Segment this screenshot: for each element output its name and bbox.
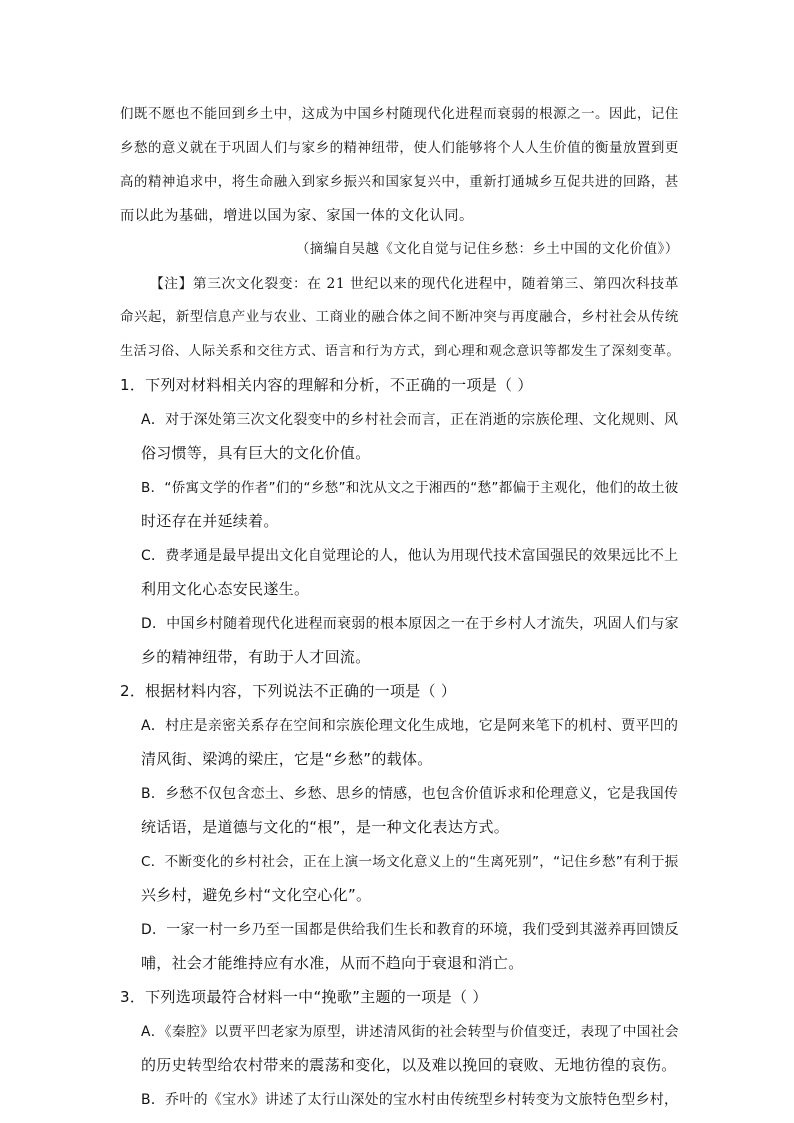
q2-option-c-line-1: C．不断变化的乡村社会，正在上演一场文化意义上的“生离死别”，“记住乡愁”有利于振: [141, 854, 679, 870]
q2-option-d-line-1: D．一家一村一乡乃至一国都是供给我们生长和教育的环境，我们受到其滋养再回馈反: [141, 922, 679, 938]
q2-option-b-line-1: B．乡愁不仅包含恋土、乡愁、思乡的情感，也包含价值诉求和伦理意义，它是我国传: [141, 786, 679, 802]
question-3-stem: 3．下列选项最符合材料一中“挽歌”主题的一项是（ ）: [120, 988, 488, 1006]
q2-option-c-line-2: 兴乡村，避免乡村“文化空心化”。: [141, 886, 372, 904]
q3-option-b-line-1: B．乔叶的《宝水》讲述了太行山深处的宝水村由传统型乡村转变为文旅特色型乡村，: [141, 1092, 679, 1108]
passage-line-2: 乡愁的意义就在于巩固人们与家乡的精神纽带，使人们能够将个人人生价值的衡量放置到更: [120, 141, 679, 156]
q1-option-d-line-1: D．中国乡村随着现代化进程而衰弱的根本原因之一在于乡村人才流失，巩固人们与家: [141, 616, 679, 632]
question-1-stem: 1．下列对材料相关内容的理解和分析，不正确的一项是（ ）: [120, 376, 533, 394]
q2-option-a-line-2: 清风街、梁鸿的梁庄，它是“乡愁”的载体。: [141, 750, 433, 768]
q1-option-a-line-1: A．对于深处第三次文化裂变中的乡村社会而言，正在消逝的宗族伦理、文化规则、风: [141, 412, 679, 428]
note-line-1: 【注】第三次文化裂变：在 21 世纪以来的现代化进程中，随着第三、第四次科技革: [150, 276, 679, 292]
q1-option-c-line-1: C．费孝通是最早提出文化自觉理论的人，他认为用现代技术富国强民的效果远比不上: [141, 548, 679, 564]
note-line-3: 生活习俗、人际关系和交往方式、语言和行为方式，到心理和观念意识等都发生了深刻变革。: [120, 344, 681, 359]
q1-option-c-line-2: 利用文化心态安民遂生。: [141, 580, 310, 598]
q1-option-b-line-1: B．“侨寓文学的作者”们的“乡愁”和沈从文之于湘西的“愁”都偏于主观化，他们的故土彼: [141, 480, 679, 496]
q2-option-b-line-2: 统话语，是道德与文化的“根”，是一种文化表达方式。: [141, 818, 510, 836]
q3-option-a-line-2: 的历史转型给农村带来的震荡和变化，以及难以挽回的衰败、无地彷徨的哀伤。: [141, 1056, 677, 1074]
q2-option-d-line-2: 哺，社会才能维持应有水准，从而不趋向于衰退和消亡。: [141, 954, 524, 972]
note-line-2: 命兴起，新型信息产业与农业、工商业的融合体之间不断冲突与再度融合，乡村社会从传统: [120, 310, 679, 325]
passage-line-1: 们既不愿也不能回到乡土中，这成为中国乡村随现代化进程而衰弱的根源之一。因此，记住: [120, 107, 679, 122]
q1-option-d-line-2: 乡的精神纽带，有助于人才回流。: [141, 648, 371, 666]
question-2-stem: 2．根据材料内容，下列说法不正确的一项是（ ）: [120, 682, 457, 700]
passage-line-3: 高的精神追求中，将生命融入到家乡振兴和国家复兴中，重新打通城乡互促共进的回路，甚: [120, 175, 679, 190]
q2-option-a-line-1: A．村庄是亲密关系存在空间和宗族伦理文化生成地，它是阿来笔下的机村、贾平凹的: [141, 718, 679, 734]
q3-option-a-line-1: A．《秦腔》以贾平凹老家为原型，讲述清风街的社会转型与价值变迁，表现了中国社会: [141, 1024, 679, 1040]
passage-source: （摘编自吴越《文化自觉与记住乡愁：乡土中国的文化价值》）: [296, 242, 679, 257]
q1-option-b-line-2: 时还存在并延续着。: [141, 512, 279, 530]
q1-option-a-line-2: 俗习惯等，具有巨大的文化价值。: [141, 444, 371, 462]
passage-line-4: 而以此为基础，增进以国为家、家国一体的文化认同。: [120, 208, 474, 224]
